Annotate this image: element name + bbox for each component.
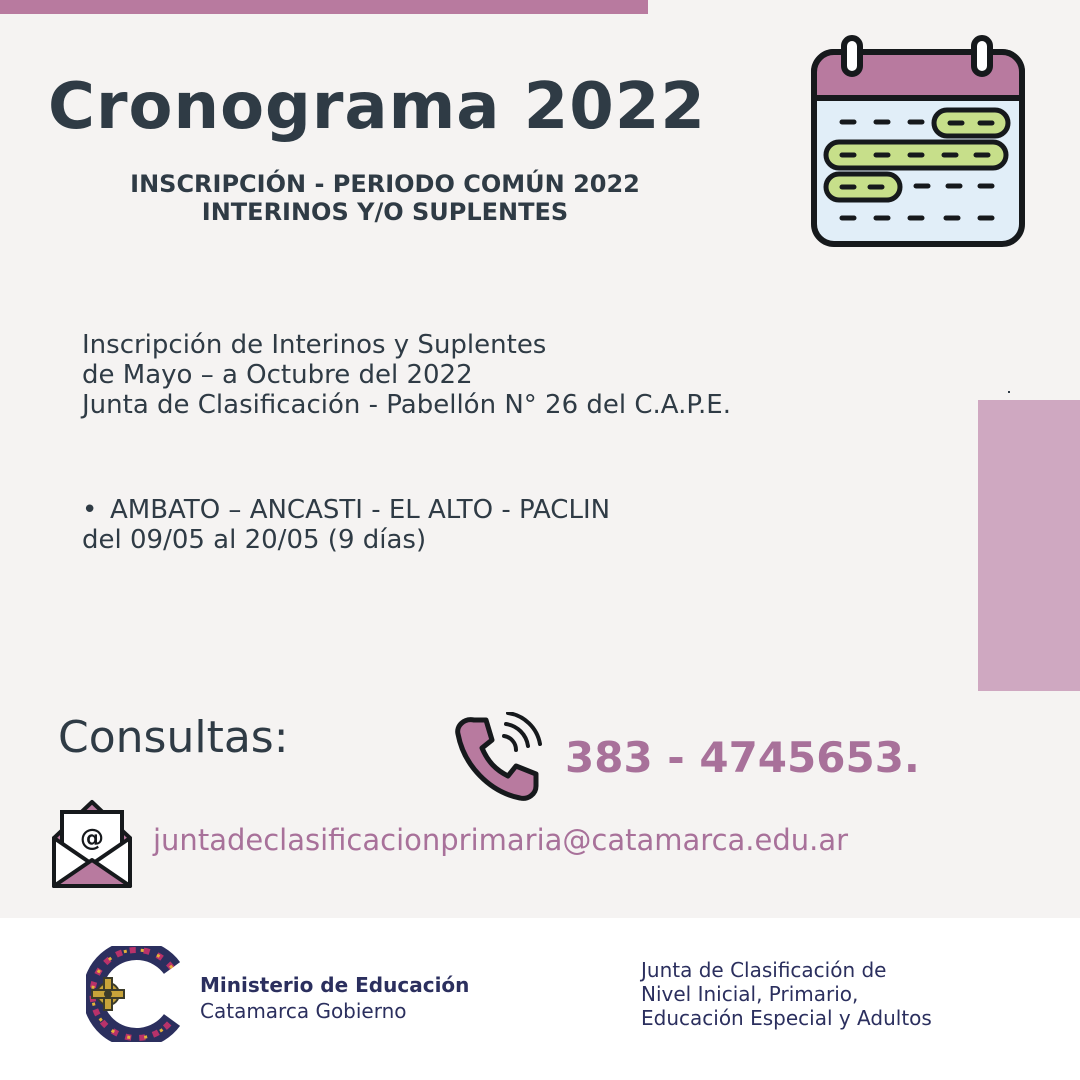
junta-name (641, 958, 932, 1030)
info-line-3: Junta de Clasificación - Pabellón N° 26 del C.A.P.E. (82, 390, 731, 420)
schedule-dates: del 09/05 al 20/05 (9 días) (82, 525, 427, 555)
schedule-block (82, 495, 610, 555)
page-subtitle (60, 170, 710, 226)
ministry-logo (86, 946, 186, 1042)
email-link[interactable]: juntadeclasificacionprimaria@catamarca.edu.ar (153, 823, 849, 857)
ministry-line-1: Ministerio de Educación (200, 973, 470, 997)
side-accent-block (978, 400, 1080, 691)
registration-info (82, 330, 731, 420)
svg-text:@: @ (80, 824, 104, 852)
calendar-icon (808, 32, 1028, 252)
decorative-dot (1008, 391, 1010, 393)
mail-icon (50, 798, 134, 892)
junta-line-1: Junta de Clasificación de (641, 958, 887, 982)
top-accent-bar (0, 0, 648, 14)
junta-line-3: Educación Especial y Adultos (641, 1006, 932, 1030)
bullet-point: • (82, 495, 98, 525)
junta-line-2: Nivel Inicial, Primario, (641, 982, 859, 1006)
phone-icon (452, 712, 542, 802)
ministry-line-2: Catamarca Gobierno (200, 999, 407, 1023)
info-line-2: de Mayo – a Octubre del 2022 (82, 360, 473, 390)
subtitle-line-1: INSCRIPCIÓN - PERIODO COMÚN 2022 (130, 170, 640, 198)
subtitle-line-2: INTERINOS Y/O SUPLENTES (201, 198, 569, 226)
page-title: Cronograma 2022 (48, 70, 706, 144)
consultas-label: Consultas: (58, 712, 289, 763)
ministry-name (200, 972, 469, 1024)
info-line-1: Inscripción de Interinos y Suplentes (82, 330, 547, 360)
phone-number[interactable]: 383 - 4745653. (565, 733, 920, 782)
schedule-regions: AMBATO – ANCASTI - EL ALTO - PACLIN (110, 495, 611, 525)
